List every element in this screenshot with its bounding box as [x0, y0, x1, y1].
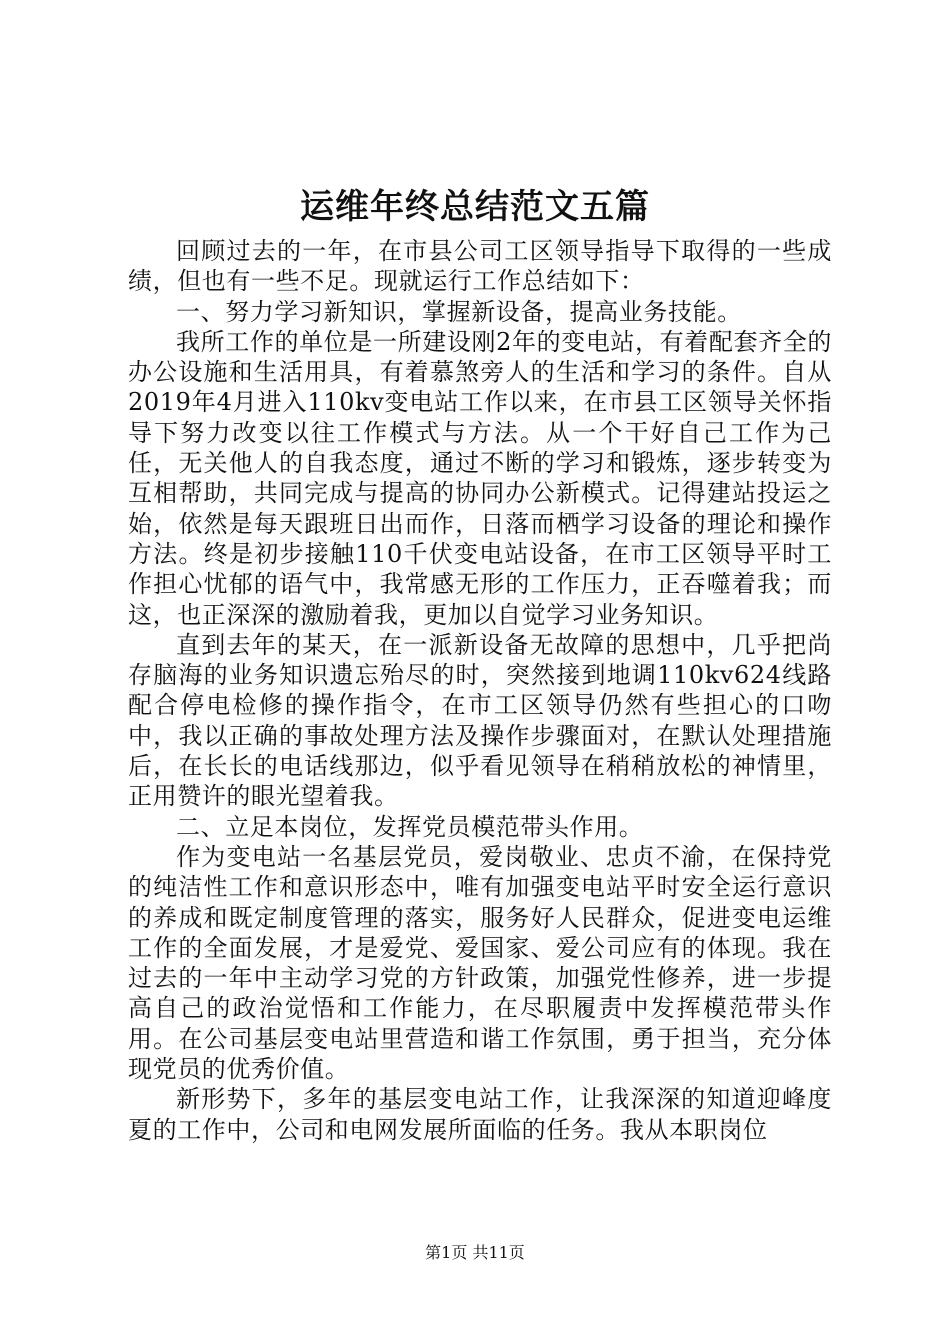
document-body: [128, 236, 832, 1145]
paragraph-party-member: 作为变电站一名基层党员，爱岗敬业、忠贞不渝，在保持党的纯洁性工作和意识形态中，唯有加强变电站平时安全运行意识的养成和既定制度管理的落实，服务好人民群众，促进变电运维工作的全面发展，才是爱党、爱国家、爱公司应有的体现。我在过去的一年中主动学习党的方针政策，加强党性修养，进一步提高自己的政治觉悟和工作能力，在尽职履责中发挥模范带头作用。在公司基层变电站里营造和谐工作氛围，勇于担当，充分体现党员的优秀价值。: [128, 842, 832, 1084]
section-heading-1: 一、努力学习新知识，掌握新设备，提高业务技能。: [176, 297, 742, 326]
paragraph-substation: 我所工作的单位是一所建设刚2年的变电站，有着配套齐全的办公设施和生活用具，有着慕煞旁人的生活和学习的条件。自从2019年4月进入110kv变电站工作以来，在市县工区领导关怀指导下努力改变以往工作模式与方法。从一个干好自己工作为己任，无关他人的自我态度，通过不断的学习和锻炼，逐步转变为互相帮助，共同完成与提高的协同办公新模式。记得建站投运之始，依然是每天跟班日出而作，日落而栖学习设备的理论和操作方法。终是初步接触110千伏变电站设备，在市工区领导平时工作担心忧郁的语气中，我常感无形的工作压力，正吞噬着我；而这，也正深深的激励着我，更加以自觉学习业务知识。: [128, 327, 832, 629]
paragraph-new-situation: 新形势下，多年的基层变电站工作，让我深深的知道迎峰度夏的工作中，公司和电网发展所面临的任务。我从本职岗位: [128, 1085, 832, 1144]
section-heading-2: 二、立足本岗位，发挥党员模范带头作用。: [176, 812, 644, 841]
paragraph-operation: 直到去年的某天，在一派新设备无故障的思想中，几乎把尚存脑海的业务知识遗忘殆尽的时，突然接到地调110kv624线路配合停电检修的操作指令，在市工区领导仍然有些担心的口吻中，我以正确的事故处理方法及操作步骤面对，在默认处理措施后，在长长的电话线那边，似乎看见领导在稍稍放松的神情里，正用赞许的眼光望着我。: [128, 630, 832, 811]
paragraph-intro: 回顾过去的一年，在市县公司工区领导指导下取得的一些成绩，但也有一些不足。现就运行工作总结如下：: [128, 237, 832, 296]
document-title: 运维年终总结范文五篇: [300, 187, 650, 227]
page-number-footer: 第1页 共11页: [425, 1243, 525, 1262]
